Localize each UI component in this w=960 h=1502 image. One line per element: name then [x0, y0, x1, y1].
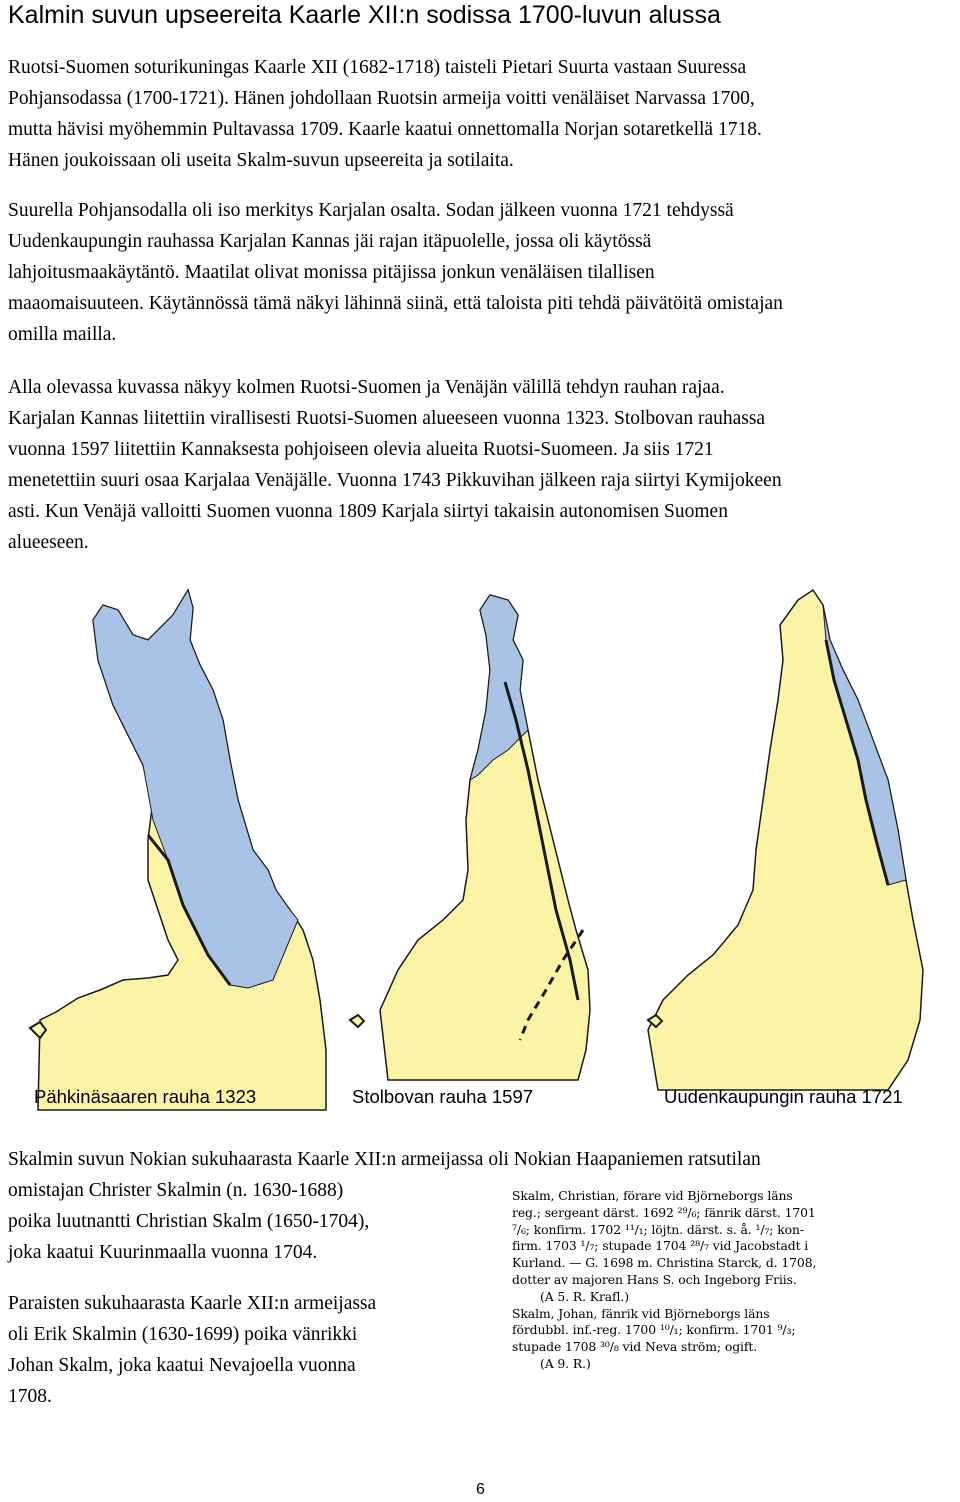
paragraph-line: Ruotsi-Suomen soturikuningas Kaarle XII (1682-1718) taisteli Pietari Suurta vastaan Suuressa — [8, 57, 747, 78]
paragraph-line: Skalmin suvun Nokian sukuhaarasta Kaarle XII:n armeijassa oli Nokian Haapaniemen ratsutilan — [8, 1149, 761, 1170]
register-line: Skalm, Christian, förare vid Björneborgs läns — [512, 1188, 793, 1203]
paragraph-line: Paraisten sukuhaarasta Kaarle XII:n armeijassa — [8, 1293, 377, 1314]
map-caption-1597: Stolbovan rauha 1597 — [352, 1086, 534, 1107]
paragraph-line: oli Erik Skalmin (1630-1699) poika vänrikki — [8, 1324, 358, 1345]
register-line: reg.; sergeant därst. 1692 ²⁹/₆; fänrik därst. 1701 — [512, 1204, 816, 1220]
register-line: Kurland. — G. 1698 m. Christina Starck, d. 1708, — [512, 1255, 817, 1271]
register-excerpt — [512, 1188, 918, 1400]
register-line: (A 5. R. Krafl.) — [540, 1288, 629, 1304]
paragraph-line: Pohjansodassa (1700-1721). Hänen johdollaan Ruotsin armeija voitti venäläiset Narvassa 1700, — [8, 88, 755, 109]
register-line: Skalm, Johan, fänrik vid Björneborgs läns — [512, 1305, 770, 1321]
paragraph-line: Uudenkaupungin rauhassa Karjalan Kannas jäi rajan itäpuolelle, jossa oli käytössä — [8, 231, 652, 252]
paragraph-line: omistajan Christer Skalmin (n. 1630-1688) — [8, 1180, 344, 1201]
paragraph-line: Alla olevassa kuvassa näkyy kolmen Ruotsi-Suomen ja Venäjän välillä tehdyn rauhan rajaa. — [8, 377, 725, 398]
paragraph-line: joka kaatui Kuurinmaalla vuonna 1704. — [8, 1242, 318, 1263]
paragraph-line: omilla mailla. — [8, 324, 117, 345]
paragraph-line: menetettiin suuri osaa Karjalaa Venäjälle. Vuonna 1743 Pikkuvihan jälkeen raja siirtyi Kymijokeen — [8, 470, 782, 491]
paragraph-line: alueeseen. — [8, 532, 89, 553]
paragraph-line: lahjoitusmaakäytäntö. Maatilat olivat monissa pitäjissa jonkun venäläisen tilallisen — [8, 262, 655, 283]
paragraph-line: vuonna 1597 liitettiin Kannaksesta pohjoiseen olevia alueita Ruotsi-Suomeen. Ja siis 1721 — [8, 439, 714, 460]
register-line: ⁷/₆; konfirm. 1702 ¹¹/₁; löjtn. därst. s. å. ¹/₇; kon- — [512, 1221, 804, 1237]
register-line: firm. 1703 ¹/₇; stupade 1704 ²⁸/₇ vid Jacobstadt i — [512, 1238, 809, 1254]
map-caption-1323: Pähkinäsaaren rauha 1323 — [34, 1086, 257, 1107]
map-caption-1721: Uudenkaupungin rauha 1721 — [664, 1086, 903, 1107]
register-line: fördubbl. inf.-reg. 1700 ¹⁰/₁; konfirm. 1701 ⁹/₃; — [512, 1322, 796, 1338]
register-line: stupade 1708 ³⁰/₈ vid Neva ström; ogift. — [512, 1339, 758, 1355]
paragraph-line: Hänen joukoissaan oli useita Skalm-suvun upseereita ja sotilaita. — [8, 150, 514, 171]
paragraph-line: Johan Skalm, joka kaatui Nevajoella vuonna — [8, 1355, 356, 1376]
page-number: 6 — [476, 1481, 485, 1498]
paragraph-line: poika luutnantti Christian Skalm (1650-1704), — [8, 1211, 370, 1232]
paragraph-line: Karjalan Kannas liitettiin virallisesti Ruotsi-Suomen alueeseen vuonna 1323. Stolbovan rauhassa — [8, 408, 766, 429]
page-title: Kalmin suvun upseereita Kaarle XII:n sodissa 1700-luvun alussa — [8, 1, 721, 29]
register-line: (A 9. R.) — [540, 1355, 591, 1371]
border-maps-illustration — [8, 580, 952, 1116]
paragraph-line: asti. Kun Venäjä valloitti Suomen vuonna 1809 Karjala siirtyi takaisin autonomisen Suomen — [8, 501, 728, 522]
register-line: dotter av majoren Hans S. och Ingeborg Friis. — [512, 1271, 797, 1287]
paragraph-line: 1708. — [8, 1386, 52, 1407]
paragraph-line: mutta hävisi myöhemmin Pultavassa 1709. Kaarle kaatui onnettomalla Norjan sotaretkellä 1718. — [8, 119, 762, 140]
paragraph-line: Suurella Pohjansodalla oli iso merkitys Karjalan osalta. Sodan jälkeen vuonna 1721 tehdyssä — [8, 200, 734, 221]
paragraph-line: maaomaisuuteen. Käytännössä tämä näkyi lähinnä siinä, että taloista piti tehdä päivätöitä omistajan — [8, 293, 783, 314]
